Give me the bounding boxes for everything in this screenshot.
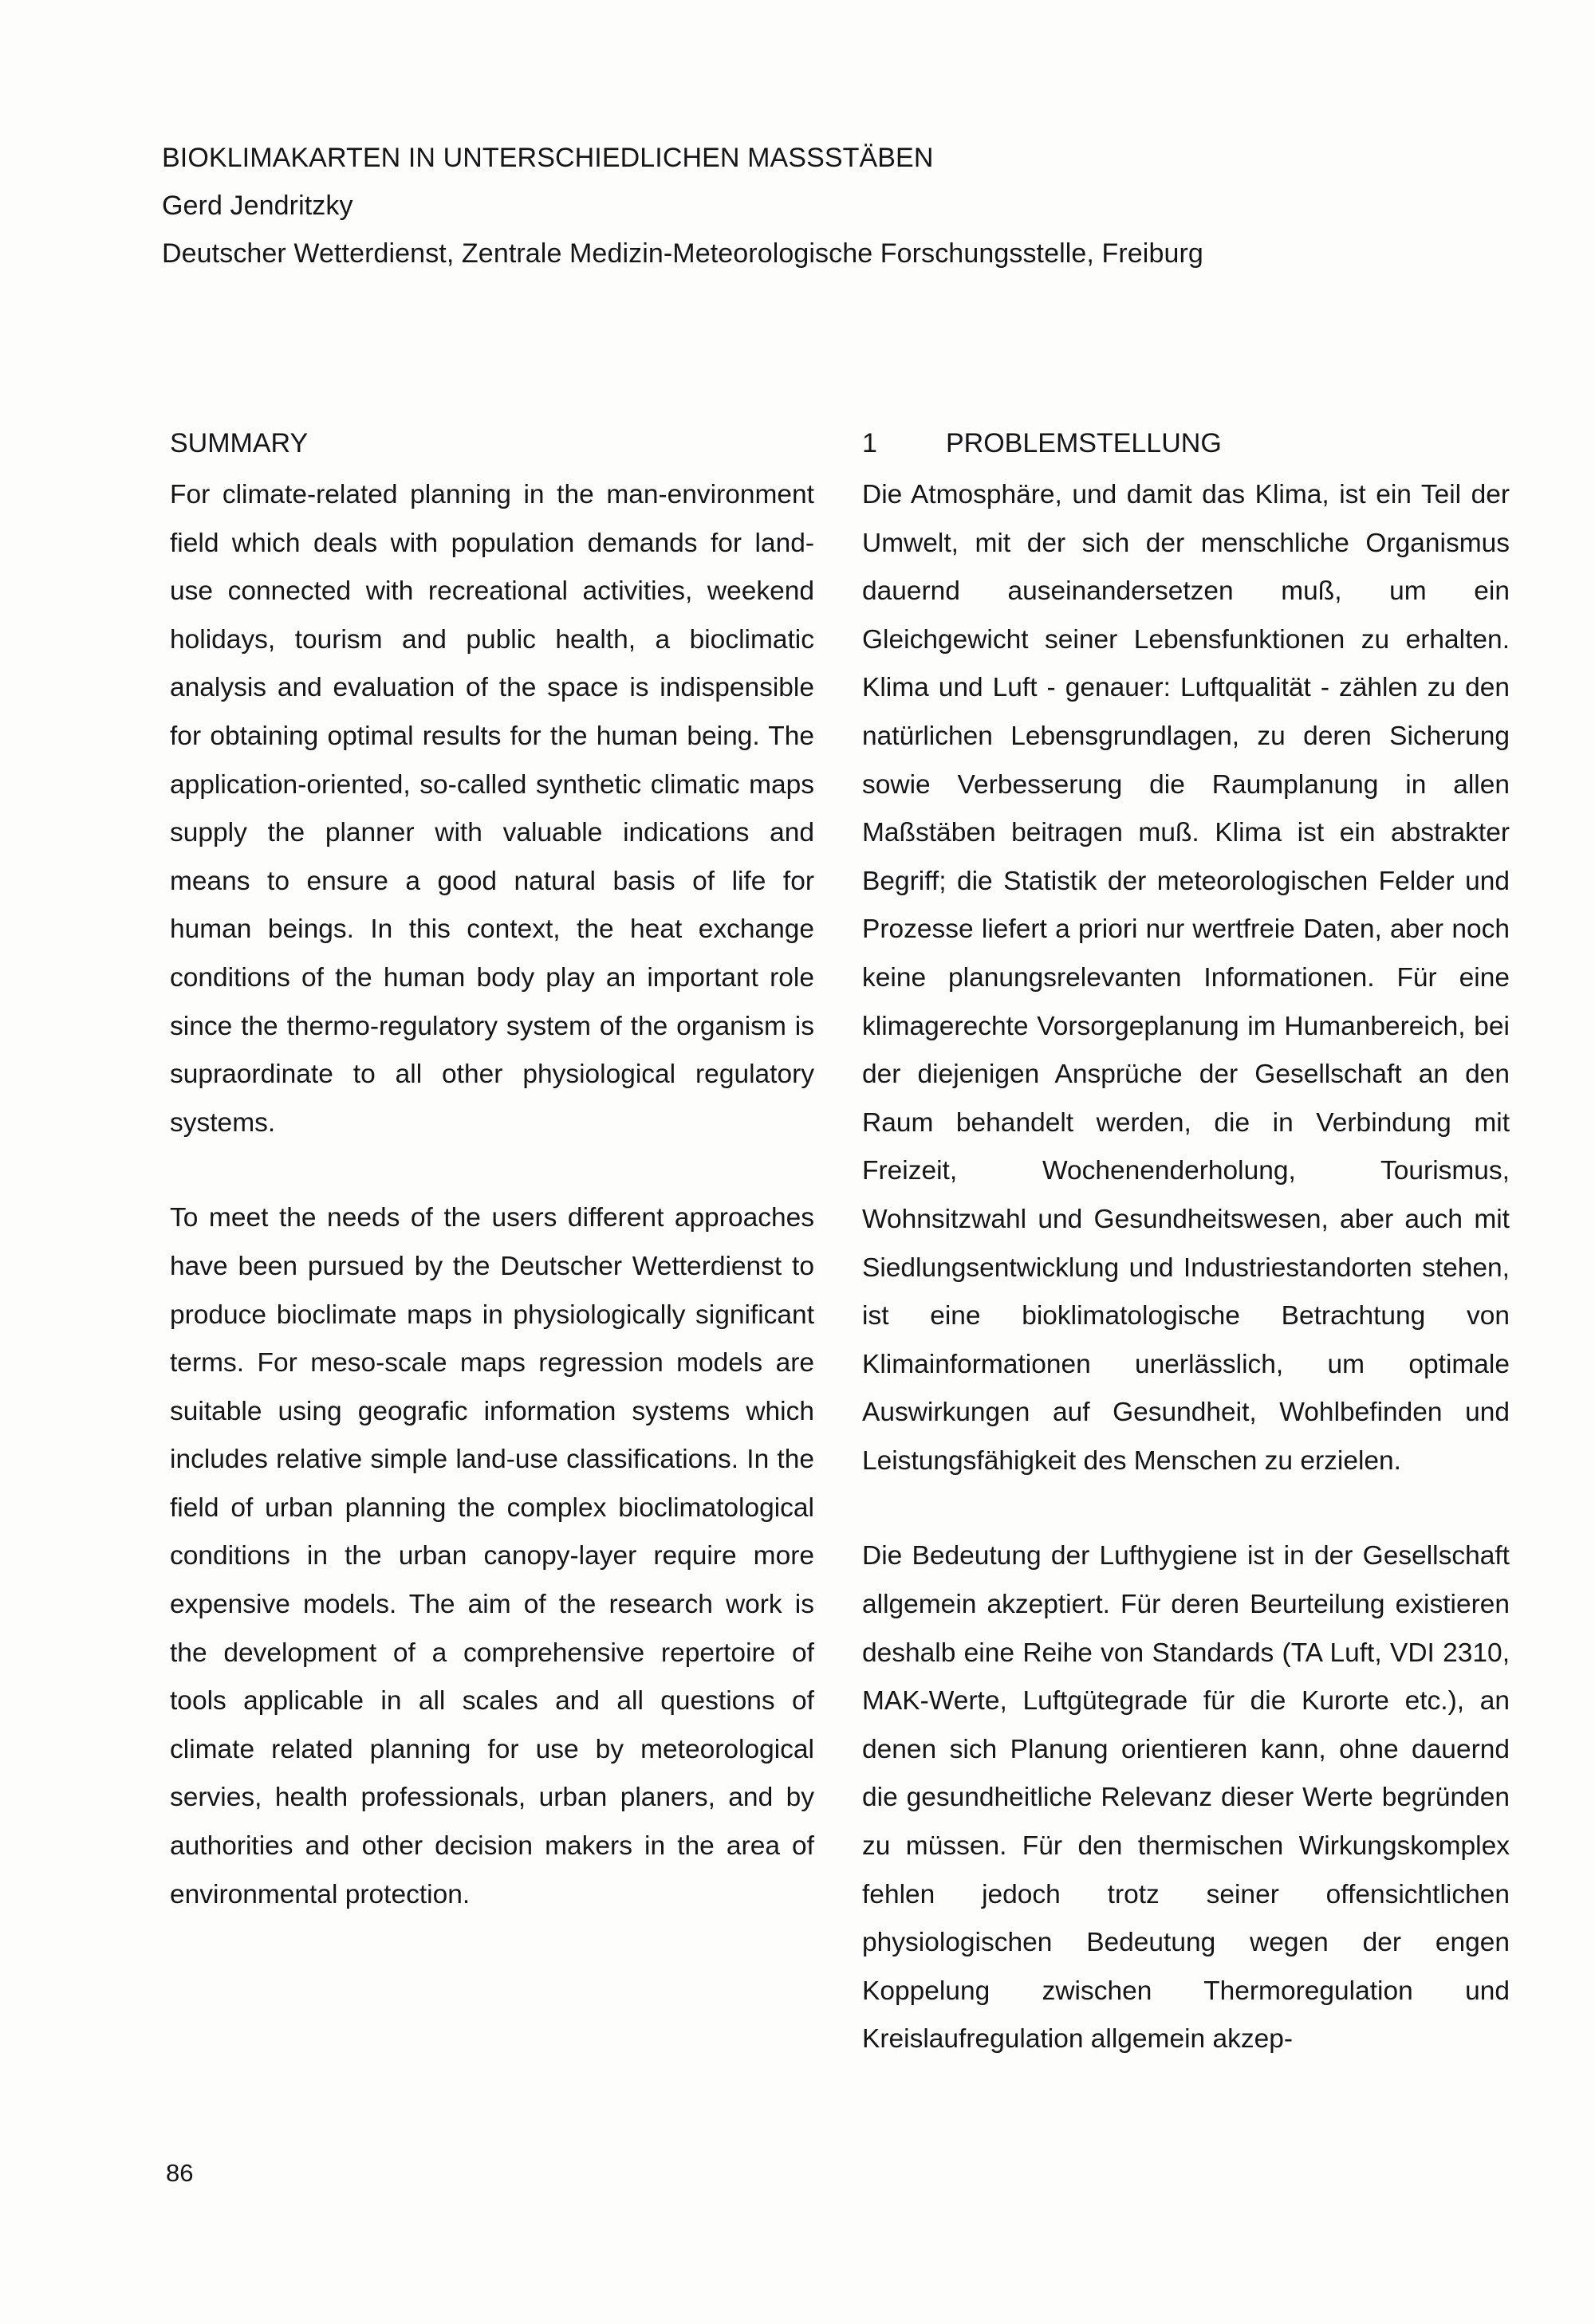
section-number: 1 — [862, 428, 877, 458]
summary-paragraph-1: For climate-related planning in the man-environment field which deals with population demands for land-use connected with recreational activities, weekend holidays, tourism and public health, a bioclimatic analysis and evaluation of the space is indispensible for obtaining optimal results for the human being. The application-oriented, so-called synthetic climatic maps supply the planner with valuable indications and means to ensure a good natural basis of life for human beings. In this context, the heat exchange conditions of the human body play an important role since the thermo-regulatory system of the organism is supraordinate to all other physiological regulatory systems. — [170, 480, 814, 1138]
page-number: 86 — [166, 2159, 194, 2187]
summary-heading: SUMMARY — [170, 428, 309, 458]
section-paragraph-2: Die Bedeutung der Lufthygiene ist in der Gesellschaft allgemein akzeptiert. Für deren Beurteilung existieren deshalb eine Reihe von Standards (TA Luft, VDI 2310, MAK-Werte, Luftgütegrade für die Kurorte etc.), an denen sich Planung orientieren kann, ohne dauernd die gesundheitliche Relevanz dieser Werte begründen zu müssen. Für den thermischen Wirkungskomplex fehlen jedoch trotz seiner offensichtlichen physiologischen Bedeutung wegen der engen Koppelung zwischen Thermoregulation und Kreislaufregulation allgemein akzep- — [862, 1541, 1510, 2055]
section-title: PROBLEMSTELLUNG — [946, 428, 1222, 458]
section-heading — [862, 423, 1510, 464]
summary-paragraph-2: To meet the needs of the users different approaches have been pursued by the Deutscher Wetterdienst to produce bioclimate maps in physiologically significant terms. For meso-scale maps regression models are suitable using geografic information systems which includes relative simple land-use classifications. In the field of urban planning the complex bioclimatological conditions in the urban canopy-layer require more expensive models. The aim of the research work is the development of a comprehensive repertoire of tools applicable in all scales and all questions of climate related planning for use by meteorological servies, health professionals, urban planers, and by authorities and other decision makers in the area of environmental protection. — [170, 1203, 814, 1909]
right-column — [862, 423, 1510, 2064]
author-affiliation: Deutscher Wetterdienst, Zentrale Medizin-Meteorologische Forschungsstelle, Freiburg — [162, 238, 1203, 269]
left-column — [170, 423, 814, 1919]
section-paragraph-1: Die Atmosphäre, und damit das Klima, ist ein Teil der Umwelt, mit der sich der menschliche Organismus dauernd auseinandersetzen muß, um ein Gleichgewicht seiner Lebensfunktionen zu erhalten. Klima und Luft - genauer: Luftqualität - zählen zu den natürlichen Lebensgrundlagen, zu deren Sicherung sowie Verbesserung die Raumplanung in allen Maßstäben beitragen muß. Klima ist ein abstrakter Begriff; die Statistik der meteorologischen Felder und Prozesse liefert a priori nur wertfreie Daten, aber noch keine planungsrelevanten Informationen. Für eine klimagerechte Vorsorgeplanung im Humanbereich, bei der diejenigen Ansprüche der Gesellschaft an den Raum behandelt werden, die in Verbindung mit Freizeit, Wochenenderholung, Tourismus, Wohnsitzwahl und Gesundheitswesen, aber auch mit Siedlungsentwicklung und Industriestandorten stehen, ist eine bioklimatologische Betrachtung von Klimainformationen unerlässlich, um optimale Auswirkungen auf Gesundheit, Wohlbefinden und Leistungsfähigkeit des Menschen zu erzielen. — [862, 480, 1510, 1476]
paper-header — [162, 134, 1518, 277]
author-name: Gerd Jendritzky — [162, 191, 353, 221]
paper-title: BIOKLIMAKARTEN IN UNTERSCHIEDLICHEN MASSSTÄBEN — [162, 143, 934, 173]
